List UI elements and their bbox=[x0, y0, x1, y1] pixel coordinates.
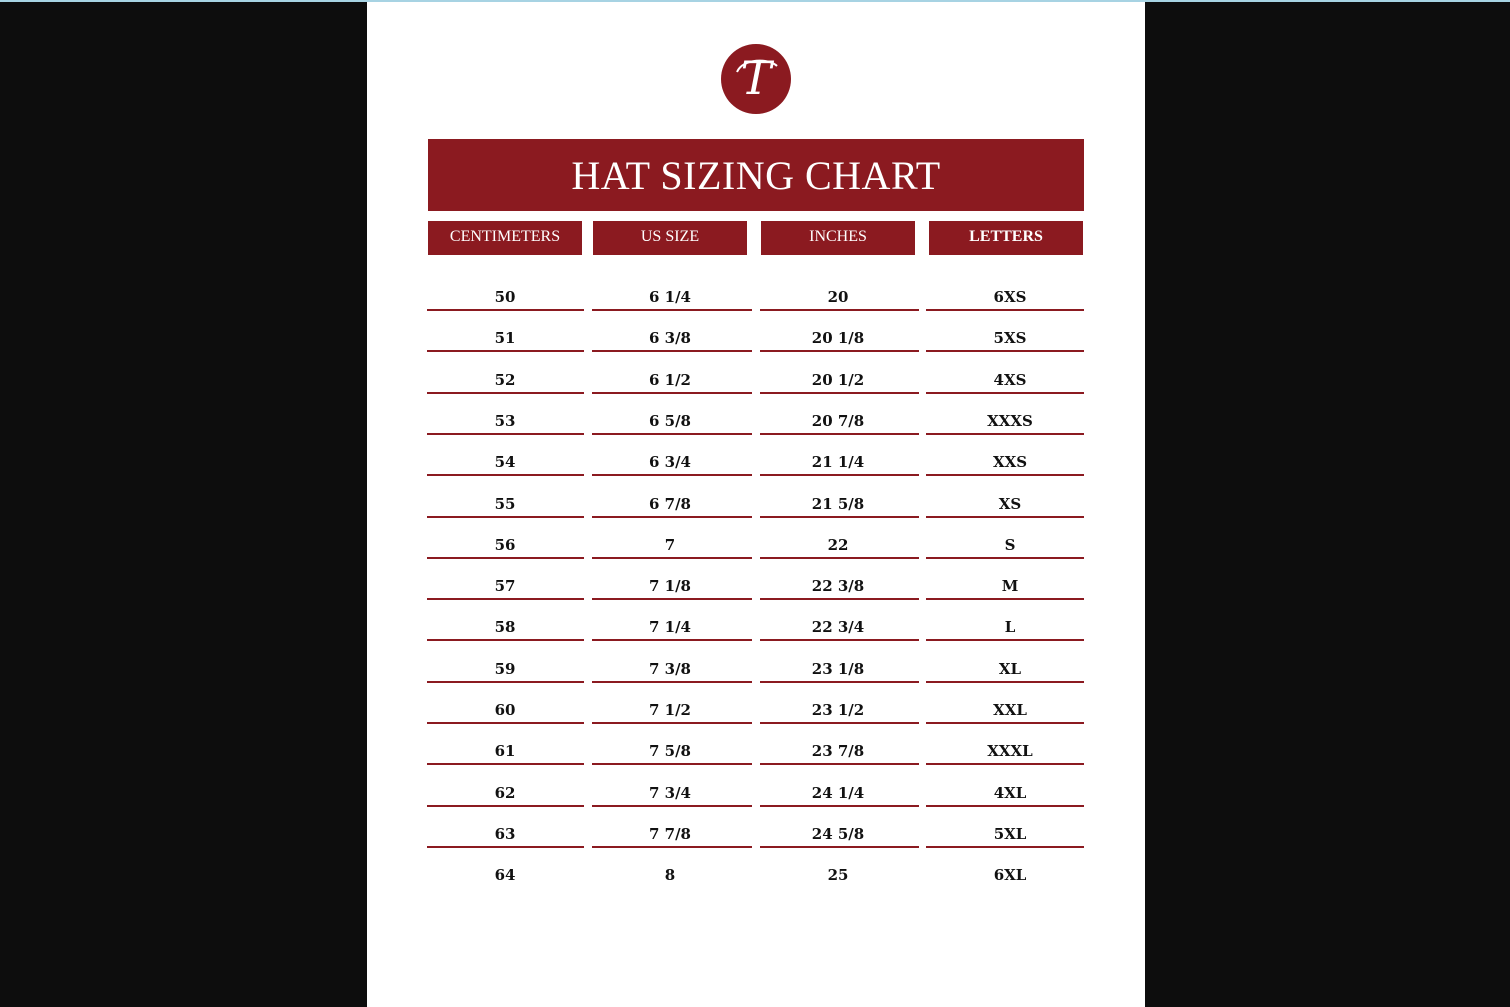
cell-letters: XS bbox=[998, 495, 1022, 513]
column-header-letters: LETTERS bbox=[929, 221, 1083, 255]
row-divider bbox=[427, 516, 584, 518]
cell-us-size: 7 1/4 bbox=[648, 618, 691, 636]
cell-us-size: 7 bbox=[664, 536, 676, 554]
logo-letter: T bbox=[740, 51, 772, 105]
cell-letters: XL bbox=[998, 660, 1022, 678]
row-divider bbox=[427, 474, 584, 476]
row-divider bbox=[427, 722, 584, 724]
cell-inches: 23 1/8 bbox=[811, 660, 865, 678]
row-divider bbox=[427, 433, 584, 435]
cell-inches: 23 7/8 bbox=[811, 742, 865, 760]
row-divider bbox=[926, 598, 1084, 600]
cell-letters: 6XL bbox=[993, 866, 1027, 884]
row-divider bbox=[760, 474, 919, 476]
row-divider bbox=[926, 350, 1084, 352]
cell-inches: 24 5/8 bbox=[811, 825, 865, 843]
row-divider bbox=[427, 309, 584, 311]
row-divider bbox=[427, 805, 584, 807]
row-divider bbox=[592, 722, 752, 724]
cell-centimeters: 55 bbox=[494, 495, 516, 513]
cell-us-size: 7 1/8 bbox=[648, 577, 691, 595]
cell-us-size: 6 3/8 bbox=[648, 329, 691, 347]
brand-logo bbox=[721, 44, 791, 114]
row-divider bbox=[760, 350, 919, 352]
row-divider bbox=[760, 681, 919, 683]
cell-us-size: 7 7/8 bbox=[648, 825, 691, 843]
row-divider bbox=[926, 433, 1084, 435]
cell-letters: XXXS bbox=[987, 412, 1033, 430]
cell-inches: 22 bbox=[827, 536, 849, 554]
column-header-inches: INCHES bbox=[761, 221, 915, 255]
cell-us-size: 6 3/4 bbox=[648, 453, 691, 471]
cell-inches: 21 5/8 bbox=[811, 495, 865, 513]
row-divider bbox=[760, 598, 919, 600]
row-divider bbox=[760, 639, 919, 641]
cell-us-size: 6 1/2 bbox=[648, 371, 691, 389]
row-divider bbox=[926, 516, 1084, 518]
row-divider bbox=[926, 722, 1084, 724]
column-header-us-size: US SIZE bbox=[593, 221, 747, 255]
row-divider bbox=[760, 309, 919, 311]
row-divider bbox=[592, 805, 752, 807]
row-divider bbox=[926, 805, 1084, 807]
row-divider bbox=[760, 392, 919, 394]
cell-inches: 20 bbox=[827, 288, 849, 306]
cell-inches: 24 1/4 bbox=[811, 784, 865, 802]
row-divider bbox=[926, 763, 1084, 765]
cell-inches: 20 1/2 bbox=[811, 371, 865, 389]
row-divider bbox=[760, 516, 919, 518]
row-divider bbox=[427, 350, 584, 352]
row-divider bbox=[760, 805, 919, 807]
row-divider bbox=[592, 557, 752, 559]
cell-letters: XXXL bbox=[987, 742, 1033, 760]
row-divider bbox=[760, 763, 919, 765]
row-divider bbox=[926, 474, 1084, 476]
size-chart-page bbox=[367, 2, 1145, 1007]
row-divider bbox=[427, 681, 584, 683]
cell-us-size: 6 1/4 bbox=[648, 288, 691, 306]
row-divider bbox=[926, 392, 1084, 394]
cell-centimeters: 61 bbox=[494, 742, 516, 760]
row-divider bbox=[760, 846, 919, 848]
cell-centimeters: 57 bbox=[494, 577, 516, 595]
cell-letters: 4XS bbox=[993, 371, 1027, 389]
row-divider bbox=[926, 309, 1084, 311]
row-divider bbox=[926, 557, 1084, 559]
cell-centimeters: 60 bbox=[494, 701, 516, 719]
row-divider bbox=[926, 639, 1084, 641]
row-divider bbox=[926, 846, 1084, 848]
cell-letters: XXS bbox=[992, 453, 1028, 471]
row-divider bbox=[592, 516, 752, 518]
cell-us-size: 7 5/8 bbox=[648, 742, 691, 760]
row-divider bbox=[760, 557, 919, 559]
cell-letters: S bbox=[1004, 536, 1016, 554]
row-divider bbox=[592, 598, 752, 600]
cell-letters: 4XL bbox=[993, 784, 1027, 802]
row-divider bbox=[427, 639, 584, 641]
cell-inches: 22 3/8 bbox=[811, 577, 865, 595]
row-divider bbox=[592, 639, 752, 641]
row-divider bbox=[592, 846, 752, 848]
cell-inches: 21 1/4 bbox=[811, 453, 865, 471]
cell-centimeters: 51 bbox=[494, 329, 516, 347]
row-divider bbox=[427, 846, 584, 848]
row-divider bbox=[427, 598, 584, 600]
cell-centimeters: 50 bbox=[494, 288, 516, 306]
row-divider bbox=[592, 433, 752, 435]
cell-us-size: 7 1/2 bbox=[648, 701, 691, 719]
chart-title: HAT SIZING CHART bbox=[428, 139, 1084, 211]
cell-centimeters: 64 bbox=[494, 866, 516, 884]
cell-inches: 20 7/8 bbox=[811, 412, 865, 430]
row-divider bbox=[427, 763, 584, 765]
cell-centimeters: 56 bbox=[494, 536, 516, 554]
row-divider bbox=[592, 763, 752, 765]
cell-inches: 20 1/8 bbox=[811, 329, 865, 347]
cell-us-size: 7 3/4 bbox=[648, 784, 691, 802]
cell-inches: 22 3/4 bbox=[811, 618, 865, 636]
cell-centimeters: 54 bbox=[494, 453, 516, 471]
cell-us-size: 7 3/8 bbox=[648, 660, 691, 678]
cell-letters: 5XL bbox=[993, 825, 1027, 843]
cell-centimeters: 53 bbox=[494, 412, 516, 430]
row-divider bbox=[760, 722, 919, 724]
cell-letters: L bbox=[1004, 618, 1016, 636]
cell-us-size: 6 5/8 bbox=[648, 412, 691, 430]
cell-centimeters: 58 bbox=[494, 618, 516, 636]
cell-inches: 23 1/2 bbox=[811, 701, 865, 719]
cell-letters: M bbox=[1001, 577, 1019, 595]
cell-letters: 6XS bbox=[993, 288, 1027, 306]
cell-us-size: 6 7/8 bbox=[648, 495, 691, 513]
row-divider bbox=[592, 681, 752, 683]
row-divider bbox=[427, 392, 584, 394]
cell-centimeters: 62 bbox=[494, 784, 516, 802]
column-header-centimeters: CENTIMETERS bbox=[428, 221, 582, 255]
cell-letters: XXL bbox=[993, 701, 1027, 719]
row-divider bbox=[592, 474, 752, 476]
cell-centimeters: 52 bbox=[494, 371, 516, 389]
row-divider bbox=[592, 350, 752, 352]
row-divider bbox=[592, 309, 752, 311]
cell-centimeters: 63 bbox=[494, 825, 516, 843]
row-divider bbox=[926, 681, 1084, 683]
cell-inches: 25 bbox=[827, 866, 849, 884]
row-divider bbox=[427, 557, 584, 559]
row-divider bbox=[760, 433, 919, 435]
cell-letters: 5XS bbox=[993, 329, 1027, 347]
row-divider bbox=[592, 392, 752, 394]
monogram-icon bbox=[721, 44, 791, 114]
cell-centimeters: 59 bbox=[494, 660, 516, 678]
cell-us-size: 8 bbox=[664, 866, 676, 884]
